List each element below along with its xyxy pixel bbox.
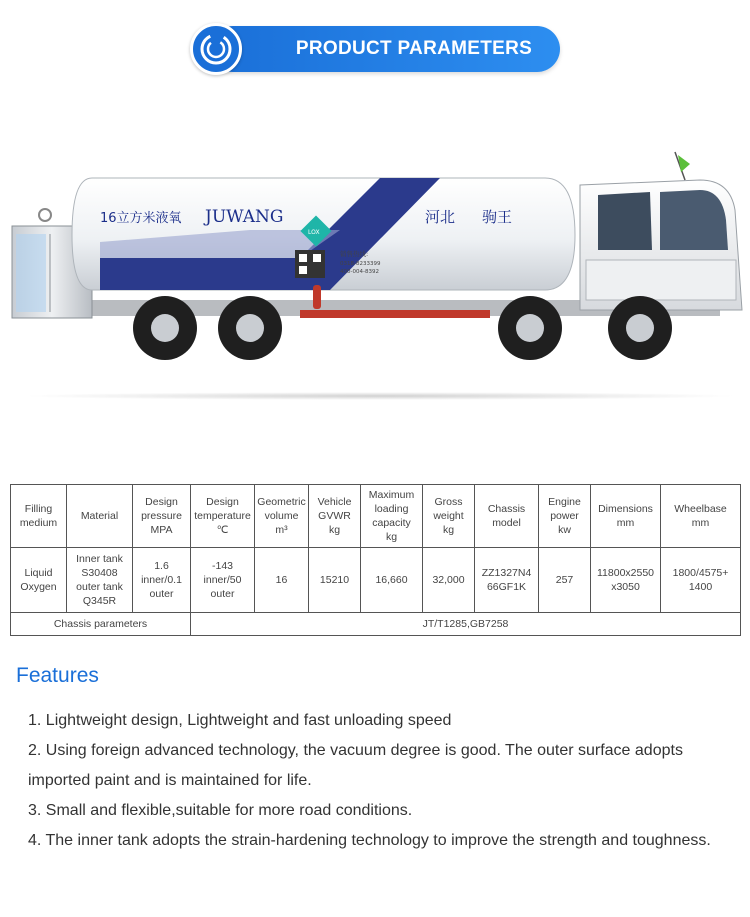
value-cell bbox=[361, 548, 423, 613]
value-cell bbox=[423, 548, 475, 613]
ground-shadow bbox=[20, 392, 740, 400]
value-cell bbox=[255, 548, 309, 613]
header-cell bbox=[191, 485, 255, 548]
header-cell bbox=[255, 485, 309, 548]
feature-item: 2. Using foreign advanced technology, the vacuum degree is good. The outer surface adopts imported paint and is maintained for life. bbox=[28, 742, 683, 789]
tank-region-text-2: 驹王 bbox=[482, 208, 513, 226]
value-cell bbox=[191, 548, 255, 613]
header-line: model bbox=[492, 517, 521, 529]
header-cell bbox=[67, 485, 133, 548]
value-line: 15210 bbox=[319, 574, 350, 586]
header-line: m³ bbox=[275, 524, 288, 536]
value-line: 257 bbox=[555, 574, 574, 586]
header-line: Filling bbox=[24, 503, 53, 515]
header-cell bbox=[361, 485, 423, 548]
header-line: power bbox=[550, 510, 579, 522]
tank-brand-text: JUWANG bbox=[205, 207, 284, 227]
value-line: ZZ1327N4 bbox=[481, 567, 532, 579]
value-cell bbox=[67, 548, 133, 613]
header-pill bbox=[210, 26, 560, 72]
header-line: Vehicle bbox=[317, 496, 352, 508]
value-line: inner/50 bbox=[203, 574, 242, 586]
value-cell bbox=[11, 548, 67, 613]
value-cell bbox=[309, 548, 361, 613]
features-list bbox=[28, 706, 728, 856]
value-line: x3050 bbox=[611, 581, 640, 593]
header-line: kw bbox=[558, 524, 571, 536]
header-line: kg bbox=[328, 524, 341, 536]
value-cell bbox=[591, 548, 661, 613]
header-cell bbox=[133, 485, 191, 548]
chassis-row bbox=[11, 613, 741, 636]
value-line: Inner tank bbox=[76, 553, 123, 565]
value-line: Q345R bbox=[82, 595, 117, 607]
header-line: Material bbox=[80, 510, 119, 522]
header-line: volume bbox=[264, 510, 299, 522]
header-cell bbox=[309, 485, 361, 548]
header-line: MPA bbox=[150, 524, 173, 536]
value-line: -143 bbox=[211, 560, 233, 572]
chassis-label: Chassis parameters bbox=[11, 613, 191, 636]
truck-image bbox=[0, 150, 750, 390]
header-line: medium bbox=[19, 517, 58, 529]
header-cell bbox=[661, 485, 741, 548]
value-line: Liquid bbox=[24, 567, 53, 579]
hotline-1: 0318-8233399 bbox=[340, 261, 381, 267]
value-line: 66GF1K bbox=[486, 581, 527, 593]
header-cell bbox=[11, 485, 67, 548]
tank-region-text: 河北 bbox=[425, 208, 456, 226]
value-cell bbox=[661, 548, 741, 613]
value-line: 1400 bbox=[688, 581, 713, 593]
header-line: temperature bbox=[194, 510, 251, 522]
header-line: mm bbox=[616, 517, 635, 529]
value-line: outer tank bbox=[76, 581, 123, 593]
header-line: Gross bbox=[434, 496, 463, 508]
header-line: loading bbox=[374, 503, 409, 515]
value-line: outer bbox=[149, 588, 174, 600]
header-line: Engine bbox=[548, 496, 581, 508]
header-line: Design bbox=[145, 496, 178, 508]
table-header-row bbox=[11, 485, 741, 548]
header-line: Geometric bbox=[257, 496, 306, 508]
value-line: 16 bbox=[275, 574, 288, 586]
value-line: 1.6 bbox=[154, 560, 169, 572]
section-header bbox=[190, 24, 560, 74]
header-line: pressure bbox=[141, 510, 182, 522]
value-line: S30408 bbox=[81, 567, 118, 579]
feature-item: 3. Small and flexible,suitable for more road conditions. bbox=[28, 802, 413, 819]
value-line: Oxygen bbox=[20, 581, 57, 593]
header-line: Maximum bbox=[368, 489, 415, 501]
features-title: Features bbox=[16, 664, 99, 687]
header-line: Wheelbase bbox=[674, 503, 727, 515]
page-title: PRODUCT PARAMETERS bbox=[295, 38, 533, 59]
header-cell bbox=[591, 485, 661, 548]
header-line: Dimensions bbox=[598, 503, 653, 515]
value-cell bbox=[475, 548, 539, 613]
chassis-value: JT/T1285,GB7258 bbox=[191, 613, 741, 636]
parameter-table bbox=[10, 484, 741, 636]
header-line: ℃ bbox=[216, 524, 229, 536]
header-line: Design bbox=[206, 496, 239, 508]
value-line: inner/0.1 bbox=[141, 574, 182, 586]
header-circle-icon bbox=[190, 23, 242, 75]
hotline-label: 销售热线: bbox=[340, 250, 369, 258]
header-line: mm bbox=[691, 517, 710, 529]
value-line: 1800/4575+ bbox=[672, 567, 729, 579]
table-row bbox=[11, 548, 741, 613]
value-cell bbox=[539, 548, 591, 613]
feature-item: 4. The inner tank adopts the strain-hardening technology to improve the strength and toughness. bbox=[28, 832, 711, 849]
lox-label: LOX bbox=[308, 229, 320, 236]
header-line: GVWR bbox=[318, 510, 351, 522]
value-line: 16,660 bbox=[375, 574, 408, 586]
value-line: outer bbox=[210, 588, 235, 600]
feature-item: 1. Lightweight design, Lightweight and fast unloading speed bbox=[28, 712, 452, 729]
header-cell bbox=[475, 485, 539, 548]
value-cell bbox=[133, 548, 191, 613]
value-line: 11800x2550 bbox=[596, 567, 655, 579]
header-cell bbox=[539, 485, 591, 548]
value-line: 32,000 bbox=[432, 574, 465, 586]
header-line: Chassis bbox=[487, 503, 526, 515]
header-line: weight bbox=[433, 510, 464, 522]
header-line: capacity bbox=[372, 517, 411, 529]
header-line: kg bbox=[385, 531, 398, 543]
hotline-2: 400-004-8392 bbox=[340, 269, 379, 275]
header-cell bbox=[423, 485, 475, 548]
header-line: kg bbox=[442, 524, 455, 536]
tank-capacity-text: 16立方米液氧 bbox=[100, 211, 182, 226]
